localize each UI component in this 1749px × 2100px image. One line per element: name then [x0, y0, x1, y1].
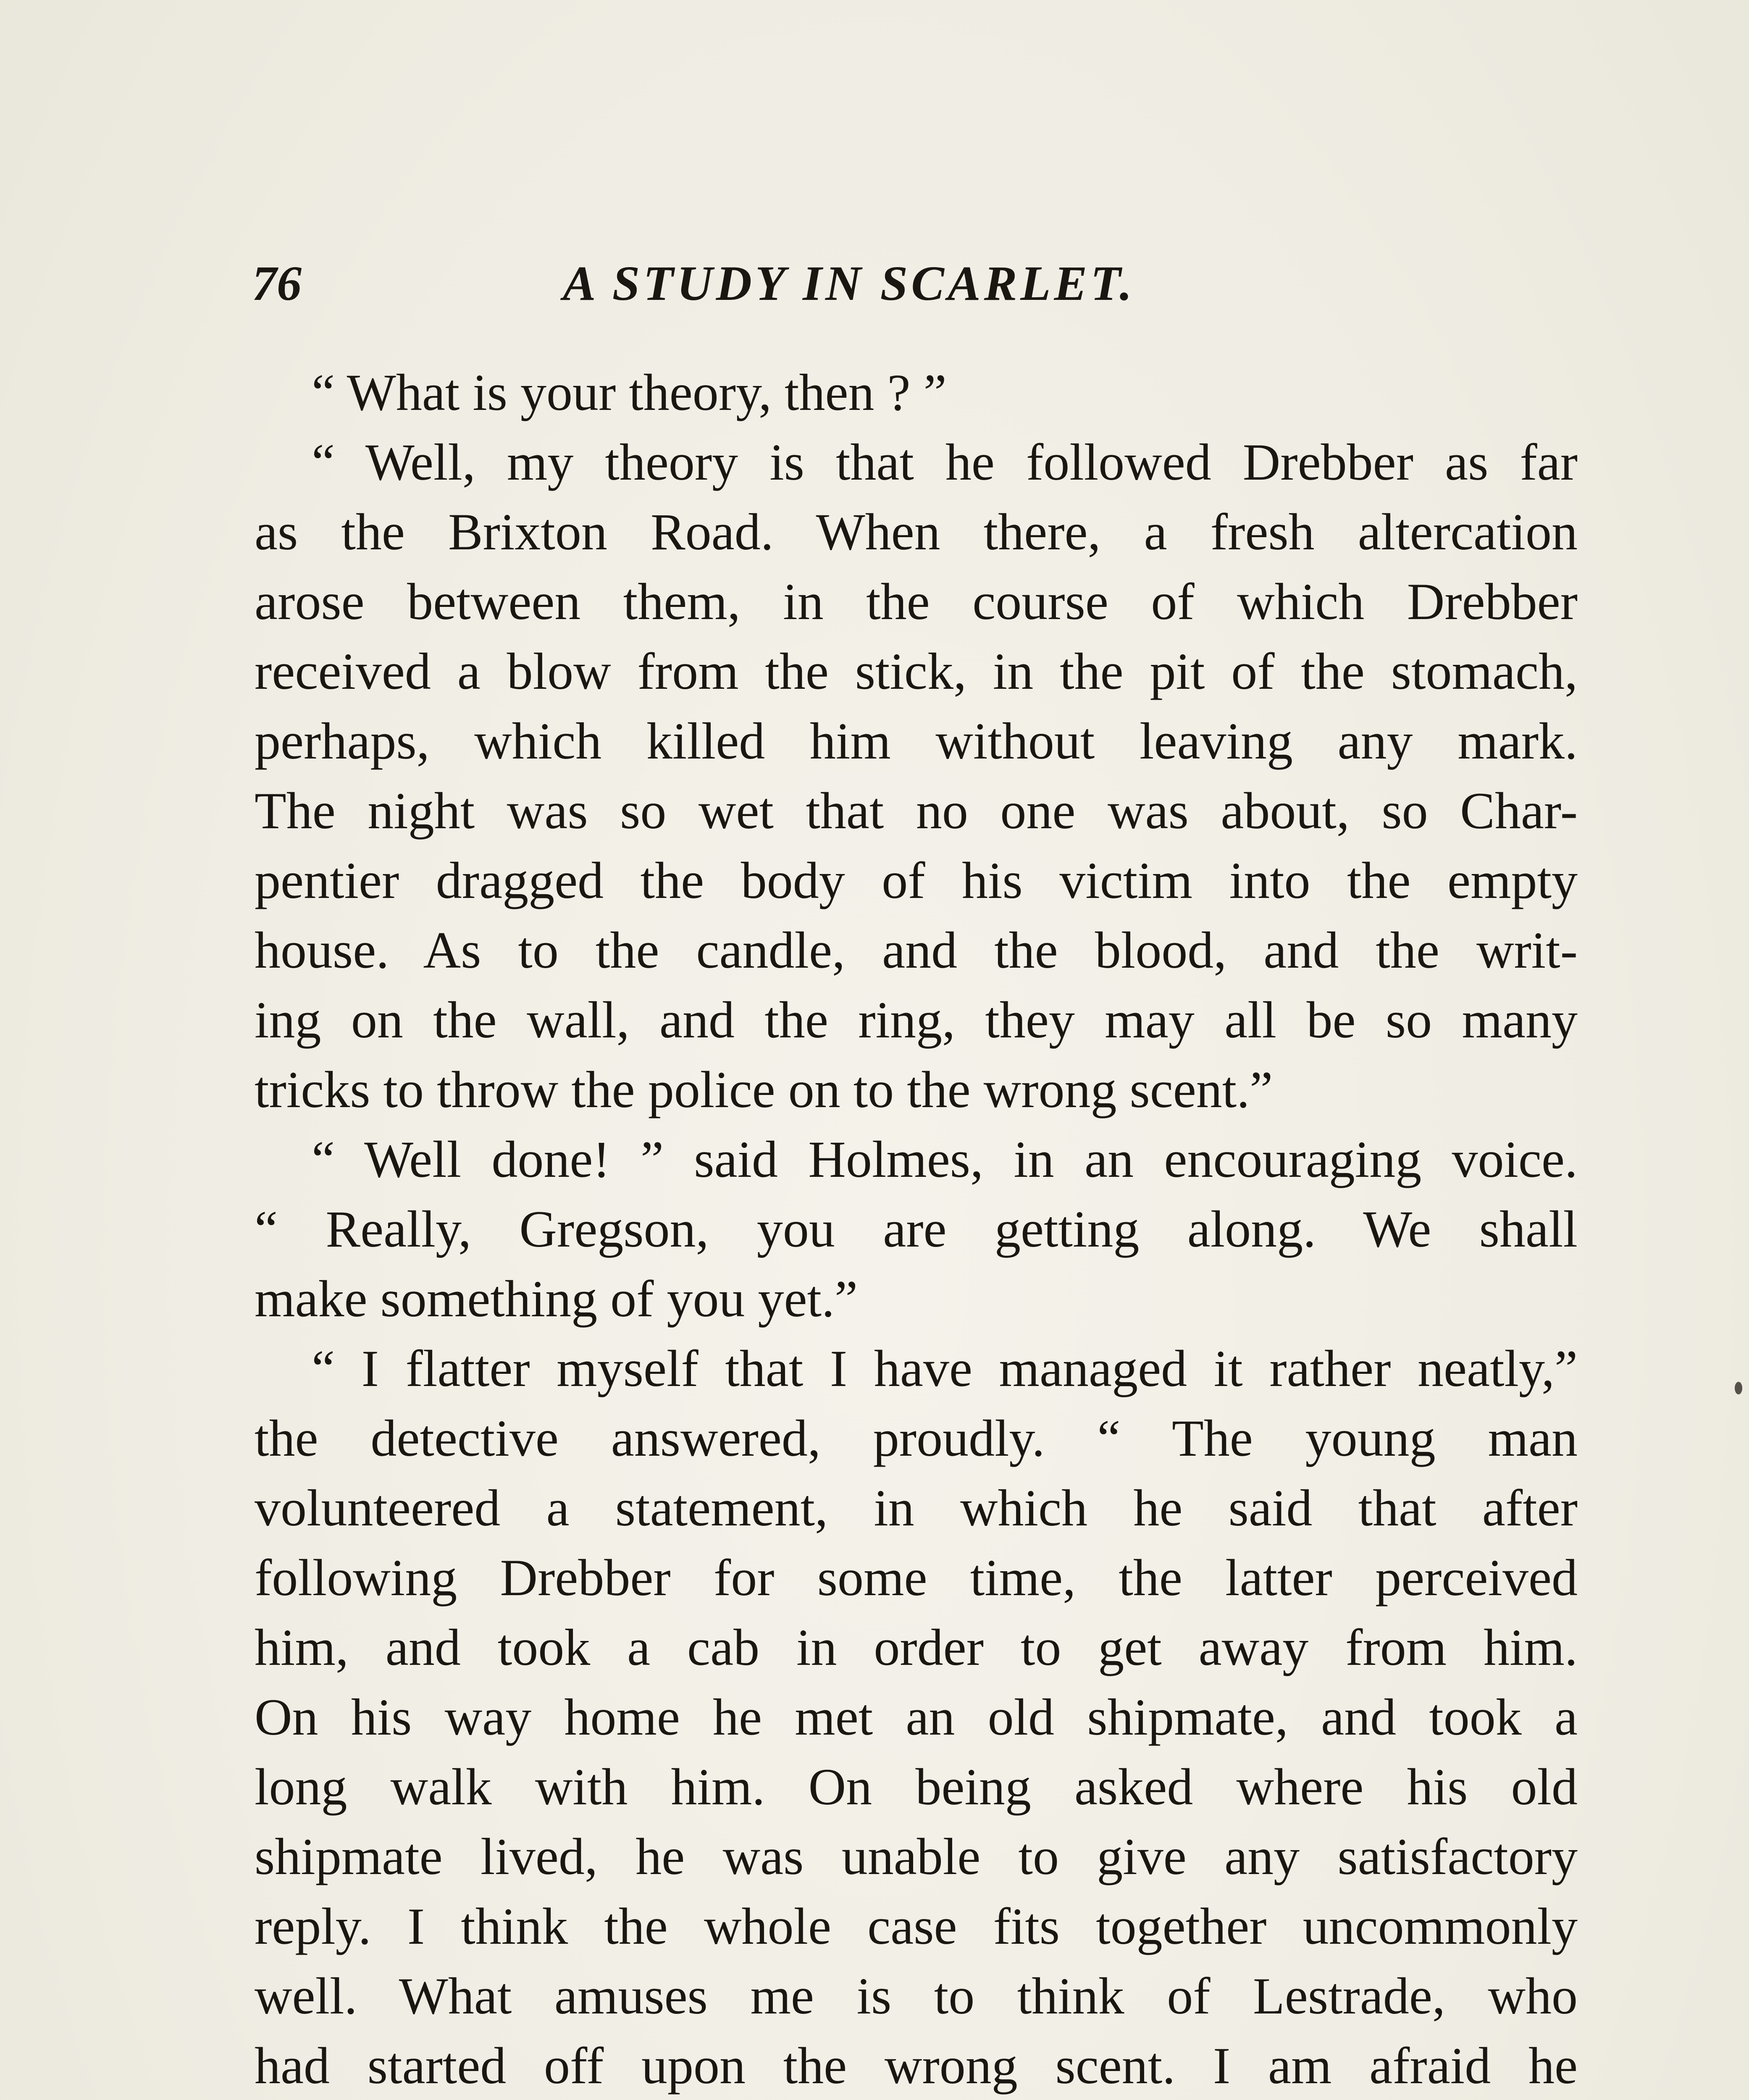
- text-line: “ Really, Gregson, you are getting along. We shall: [255, 1200, 1578, 1258]
- text-line: well. What amuses me is to think of Lestrade, who: [255, 1967, 1578, 2025]
- text-line: make something of you yet.”: [255, 1270, 858, 1328]
- text-line: On his way home he met an old shipmate, and took a: [255, 1688, 1578, 1746]
- text-line: him, and took a cab in order to get away from him.: [255, 1619, 1578, 1676]
- text-line: “ Well, my theory is that he followed Drebber as far: [312, 433, 1578, 491]
- text-line: ing on the wall, and the ring, they may all be so many: [255, 991, 1578, 1049]
- ink-speck: [1735, 1382, 1742, 1394]
- text-line: pentier dragged the body of his victim into the empty: [255, 852, 1578, 909]
- text-line: reply. I think the whole case fits together uncommonly: [255, 1898, 1578, 1955]
- text-line: “ I flatter myself that I have managed it rather neatly,”: [312, 1340, 1578, 1397]
- text-line: following Drebber for some time, the latter perceived: [255, 1549, 1578, 1606]
- page-number: 76: [252, 256, 302, 311]
- text-line: perhaps, which killed him without leaving any mark.: [255, 712, 1578, 770]
- text-line: arose between them, in the course of which Drebber: [255, 573, 1578, 630]
- running-head: [252, 235, 1155, 315]
- text-line: The night was so wet that no one was about, so Char-: [255, 782, 1578, 840]
- text-line: “ What is your theory, then ? ”: [312, 364, 947, 421]
- text-line: tricks to throw the police on to the wrong scent.”: [255, 1061, 1273, 1118]
- text-line: long walk with him. On being asked where his old: [255, 1758, 1578, 1816]
- book-title: A STUDY IN SCARLET.: [563, 256, 1135, 311]
- text-line: the detective answered, proudly. “ The young man: [255, 1410, 1578, 1467]
- text-line: “ Well done! ” said Holmes, in an encouraging voice.: [312, 1131, 1578, 1188]
- text-line: had started off upon the wrong scent. I am afraid he: [255, 2037, 1578, 2095]
- text-line: shipmate lived, he was unable to give any satisfactory: [255, 1828, 1578, 1885]
- body-text: [255, 358, 1578, 2100]
- text-line: received a blow from the stick, in the pit of the stomach,: [255, 643, 1578, 700]
- text-line: volunteered a statement, in which he said that after: [255, 1479, 1578, 1537]
- text-line: as the Brixton Road. When there, a fresh altercation: [255, 503, 1578, 561]
- text-line: house. As to the candle, and the blood, and the writ-: [255, 921, 1578, 979]
